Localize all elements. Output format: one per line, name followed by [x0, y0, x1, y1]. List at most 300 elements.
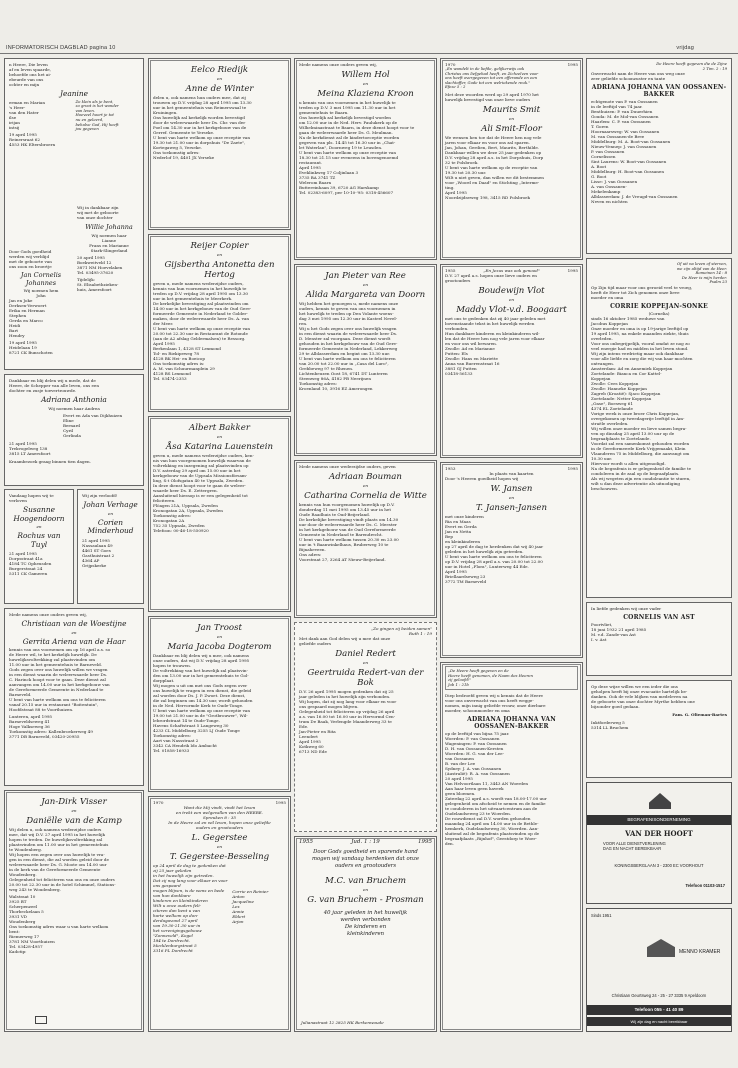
text-line: U bent van harte welkom op onze receptie van	[299, 150, 396, 155]
groom-name: Albert Bakker	[189, 423, 250, 433]
text-line: Kroenland 10, 3916 EZ Amerongen	[299, 386, 373, 391]
text-line: Wilhelminastraat te Baarn, in deze dienst hoopt voor te	[299, 125, 415, 130]
deceased-name: CORNELIS VAN AST	[623, 614, 695, 621]
text-line: Want die Mij vindt, vindt het leven	[183, 805, 256, 810]
text-line: mee, dat wij D.V. 27 april 1995 in het huwelijk	[9, 832, 105, 837]
text-line: de geboorte van onze dochter Myrthe hebben one	[591, 699, 695, 704]
text-line: kerkgebouw van de Uppsala Missionsförsam-	[153, 473, 248, 478]
text-line: van onze dochter	[77, 215, 113, 220]
engagement-susanne	[4, 489, 74, 604]
bride-name: Maria Jacoba Dogterom	[167, 642, 272, 652]
text-line: gen in een dienst, die zal worden geleid door de	[9, 857, 109, 862]
text-line: Stephen	[9, 313, 27, 318]
text-line: den.	[445, 841, 454, 847]
and: en	[362, 81, 369, 86]
text-line: 20.00 tot 22.30 uur in Restaurant de Rotonde	[153, 331, 248, 336]
text-line: Eveklinkweg 17 Coljinlaan 3	[299, 170, 359, 175]
body-text	[445, 135, 578, 200]
intro-text: Mede namens onze ouders geven wij,	[299, 62, 377, 67]
text-line: Kortegaweg 5, Yerseke.	[153, 145, 203, 150]
text-line: 3342 CA Hendrik Ido Ambacht	[153, 743, 217, 748]
text-line: U bent van harte welkom op onze receptie van	[153, 135, 250, 140]
groom-name: Reijer Copier	[190, 241, 249, 251]
text-line: Dankbaar en blij delen wij u mee, ook namens	[153, 653, 249, 658]
text-line: „Zo gingen zij beiden samen"	[370, 626, 432, 631]
memorial-van-ast	[586, 602, 732, 676]
company-name: MENNO KRAMER	[679, 949, 721, 955]
wife-name: Geertruida Redert-van der Bok	[307, 668, 424, 688]
text-line: van den Hater	[9, 109, 39, 115]
company-phone: Telefoon 055 - 41 40 89	[587, 1005, 731, 1015]
text-line: op de leeftijd van bijna 75 jaar.	[445, 731, 510, 737]
intro-text	[445, 273, 578, 283]
year-end: 1995	[567, 466, 578, 471]
text-line: Stark-Slingerland	[90, 247, 128, 253]
text-line: van 20.00 tot 22.00 uur in „Casa del Luro",	[299, 361, 389, 366]
text-line: hopen te treden. De huwelijksvoltrekking zal	[9, 837, 103, 842]
text-line: ting.	[445, 184, 455, 190]
text-line: De Heer is mijn herder.	[681, 274, 727, 280]
text-line: 03418-56133	[445, 371, 473, 376]
wedding-eelco	[148, 58, 291, 230]
text-line: De rouwdienst zal D.V. worden gehouden	[445, 816, 531, 822]
text-line: geleden in het huwelijk zijn getreden.	[445, 549, 524, 554]
text-line: maken, door de weleerwaarde heer Ds. A. van	[153, 316, 250, 321]
wedding-reijer	[148, 234, 291, 412]
text-line: Wij delen u, ook namens wederzijdse ouders	[9, 827, 102, 832]
text-line: dag 3 mei 1995 om 12.30 uur in Kasteel Nevel-	[299, 316, 398, 321]
intro-text: In liefde gedenken wij onze vader	[591, 606, 662, 611]
text-line: plaatsvinden om 11.00 uur in het gemeentehuis	[9, 842, 109, 847]
year-start: 1953	[445, 466, 456, 471]
text-line: voltrekking en inzegening zal plaatsvinden op	[153, 463, 249, 468]
text-line: in een dienst waarin de weleerwaarde heer Ds.	[299, 331, 398, 336]
text-line: van 19.30-21.30 uur in	[153, 923, 201, 928]
text-line: 3931 VD	[9, 914, 27, 919]
text-line: Wij hopen, dat zij nog lang voor elkaar en voor	[299, 699, 397, 704]
text-line: 19.30 tot 20.30 uur.	[445, 169, 487, 175]
bride-name: Catharina Cornelia de Witte	[304, 491, 427, 501]
parents-list	[9, 100, 73, 132]
funeral-home-ad-van-der-hooft	[586, 782, 732, 904]
text-line: n Heere, Die leven	[9, 62, 48, 67]
text-line: geven u, mede namens wederzijdse ouders, ken-	[153, 453, 254, 458]
text-line: Christus ons liefgehad heeft, en Zichzelven voor	[445, 70, 539, 76]
text-line: A. van Oossanen-	[591, 184, 627, 190]
bride-name: Anne de Winter	[185, 84, 254, 94]
text-line: bent:	[9, 929, 20, 934]
text-line: erman en Marian	[9, 99, 45, 105]
text-line: D.V. vrijdag 28 april a.s. in het Dorpshuis, Dorp	[445, 154, 544, 160]
text-line: Met deze woorden werd op 29 april 1970 het	[445, 91, 539, 97]
text-line: Wilt u niet geven, dan willen we dit bestemmen	[445, 174, 544, 180]
text-line: D.V. 26 april 1995 mogen gedenken dat zij 25	[299, 689, 394, 694]
text-line: huis, Amersfoort	[77, 286, 112, 292]
text-line: Zwolle: Hans en Mariette	[445, 356, 498, 361]
text-line: grootouders	[445, 278, 471, 283]
text-line: in een dienst waarin de weleerwaarde heer Ds.	[9, 672, 108, 678]
text-line: Jan en Netta	[445, 529, 472, 534]
text-line: Heere heeft genomen, de Naam des Heeren	[448, 672, 533, 678]
text-line: derdagavond 27 april	[153, 918, 198, 923]
text-line: vanaf 20.15 uur in restaurant "Boitentuin",	[9, 702, 99, 708]
year-start: 1955	[299, 839, 313, 845]
text-line: beschouwen.	[591, 485, 619, 491]
text-line: Gemeente in Nederland te Barendrecht.	[299, 532, 383, 537]
text-line: jou gegeven	[75, 126, 99, 132]
child-name: Jeanine	[60, 89, 88, 98]
intro-text	[445, 476, 578, 481]
text-line: Wij mogen u uit om met ons Gods zegen over	[153, 683, 248, 688]
year-end: 1995	[567, 62, 578, 67]
husband-name: Maurits Smit	[482, 104, 541, 115]
wife-name: Ali Smit-Floor	[481, 123, 542, 134]
address	[9, 894, 139, 954]
text-line: nomen, mijn innig geliefde vrouw, onze dierbare	[445, 703, 546, 709]
text-line: overleden.	[591, 335, 613, 341]
text-line: DAG EN NACHT BEREIKBAAR	[603, 846, 662, 851]
text-line: Spreuken 8 : 35	[202, 815, 237, 820]
building-logo-icon	[647, 939, 675, 957]
text-line: Frans en Marianne	[89, 242, 129, 248]
text-line: ling, S:t Olofsgatan 40 te Uppsala, Zweden.	[153, 478, 244, 483]
text-line: geen bloemen.	[445, 791, 476, 797]
text-line: Reinersraat 62	[9, 136, 40, 142]
text-line: Zwolle: Hanneke Koppejan	[591, 385, 647, 391]
text-line: Hoofdstraat 88 te Voorthuizen.	[9, 707, 74, 713]
body-text	[591, 622, 727, 642]
body-text	[299, 301, 432, 391]
nickname	[77, 233, 141, 243]
text-line: 4184 TC Opheusden	[9, 561, 52, 567]
text-line: D.V. zaterdag 29 april om 15.00 uur in het	[153, 468, 241, 473]
text-line: wij met de geboorte	[77, 210, 119, 215]
text-line: April 1995	[153, 341, 175, 346]
text-line: Gouda: M. de Mol-van Oossanen	[591, 114, 659, 120]
text-line: Onverwacht nam de Heere van ons weg onze	[591, 71, 685, 77]
text-line: onze ouders, dat wij D.V. vrijdag 28 april 1995	[153, 658, 250, 663]
text-line: Voor ons onbegrijpelijk, vooral omdat ze nog zo	[591, 340, 690, 346]
text-line: met ons te gedenken dat zij 40 jaar geleden met	[445, 316, 546, 321]
and: en	[362, 887, 369, 893]
text-line: Tel. 01858-16933	[153, 748, 190, 753]
text-line: Berkenlaan 1, 4128 ST Lexmond	[153, 346, 221, 351]
text-line: „Oase", Boesweg 61	[591, 400, 633, 406]
text-line: jaren voor elkaar en voor ons zal sparen.	[445, 139, 530, 145]
text-line: ons zoon en broertje	[9, 264, 52, 269]
text-line: Jan, Johan, Gerdien, Bert, Maurits, Berthilde.	[445, 144, 540, 150]
text-line: wilt u dan deze advertentie als uitnodiging	[591, 480, 681, 486]
temp-address	[77, 277, 141, 292]
text-line: en kleinkinderen	[445, 539, 481, 544]
text-line: 18 juni 1932 21 april 1985	[591, 627, 647, 632]
text-line: 8721 CK Bunschoten	[9, 350, 53, 355]
text-line: 14.00 uur in het kerkgebouw van de Oud Gere-	[153, 306, 252, 311]
intro-text	[77, 205, 141, 220]
text-line: Hoeveel hoort je tot	[75, 112, 114, 118]
thank-you-olieman	[586, 680, 732, 778]
text-line: len dat de Heere hen nog vele jaren voor elkaar	[445, 336, 545, 341]
text-line: Diep bedroefd geven wij u kennis dat de Heere	[445, 693, 543, 699]
intro-text: Mede namens onze wederzijdse ouders, geven	[299, 464, 396, 469]
text-line: het verenigingsgebouw	[153, 928, 202, 933]
text-line: Hun dankbare kinderen en kleinkinderen wil-	[445, 331, 540, 336]
text-line: Anton	[232, 894, 245, 899]
text-line: in de leeftijd van 74 jaar.	[591, 104, 643, 110]
body-text	[299, 100, 432, 195]
text-line: „De Heere heeft gegeven en de	[448, 668, 509, 673]
text-line: feliciteren.	[153, 498, 176, 503]
text-line: U bent van harte welkom om ons te feliciteren	[9, 697, 106, 703]
text-line: we zijn altijd van de Heer.	[676, 265, 727, 271]
text-line: Efeze 5 : 2	[445, 84, 466, 90]
text-line: Bep	[445, 534, 454, 539]
wife-name: Maddy Vlot-v.d. Boogaart	[456, 305, 567, 315]
text-line: Putten: Els	[445, 351, 468, 356]
deceased-name: ADRIANA JOHANNA VAN OOSSANEN-BAKKER	[591, 84, 727, 99]
body-text	[9, 647, 139, 712]
text-line: intsij	[9, 124, 20, 130]
text-line: zo groot is het wonder	[75, 103, 119, 109]
text-line: Lex	[232, 904, 240, 909]
text-line: en trekt een welgevallen van den HEERE.	[175, 810, 264, 815]
text-line: dochter en zusje toevertrouwde.	[9, 388, 77, 393]
text-line: Nassaulaan 49	[82, 542, 113, 548]
text-line: slachtoffer, Gode tot een welriekende reuk."	[445, 79, 531, 85]
body-text	[153, 653, 286, 753]
text-line: U bent van harte welkom op de receptie van	[445, 164, 538, 170]
intro-text	[299, 636, 432, 646]
text-line: Jacqueline	[232, 899, 254, 904]
address	[77, 255, 141, 275]
nickname	[9, 288, 73, 298]
text-line: Barneveld.	[9, 692, 32, 698]
family-list	[9, 413, 139, 438]
text-line: ouders en grootouders	[334, 863, 397, 870]
text-line: Bart	[9, 328, 19, 333]
text-line: Ons huwelijk zal kerkelijk bevestigd worden	[299, 115, 391, 120]
body-text	[591, 684, 727, 709]
text-line: donderdag 11 mei 1995 om 13.45 uur in het	[299, 507, 392, 512]
text-line: Dankbaar willen we deze 25 jaar gedenken op	[445, 149, 542, 155]
text-line: Wij in dankbaar zijn	[77, 205, 119, 210]
text-line: op 27 april de dag te herdenken dat wij 40 jaar	[445, 544, 544, 549]
text-line: hopen te trouwen.	[153, 663, 192, 668]
text-line: Riemerweg 17	[9, 934, 40, 939]
and: en	[71, 629, 77, 635]
wife-name: T. Gegerstee-Besseling	[169, 852, 270, 862]
text-line: Tel. 03428-4957	[9, 944, 43, 949]
text-line: 4233 CL Middelburg 3255 LJ Oude Tonge	[153, 728, 240, 733]
intro-text	[9, 249, 73, 269]
text-line: Derksen-Verwoert	[9, 303, 47, 308]
text-line: "Zonneveld", Kogel	[153, 933, 193, 938]
text-line: Jacobus Koppejan	[591, 320, 628, 326]
text-line: zal worden door Ds. J. P. Zwoet. Deze dienst,	[153, 693, 246, 698]
text-line: geven u, mede namens wederzijdse ouders,	[153, 281, 244, 286]
text-line: Neven en nichten	[591, 199, 628, 205]
text-line: M. van Oossanen-de Bree	[591, 134, 645, 140]
text-line: uur in Hotel „Flora", Lunterweg 44 Ede.	[445, 564, 529, 569]
bride-name: Daniëlle van de Kamp	[26, 816, 122, 826]
text-line: Amsterdam: Ad en Annemiek Koppejan	[591, 365, 673, 371]
text-line: Wij hopen een zegen over ons huwelijk te vra-	[9, 852, 105, 857]
text-line: April 1995	[445, 569, 467, 574]
text-line: 4553 HK Eltersbroern	[9, 141, 56, 147]
text-line: huwelijk bevestigd van onze lieve ouders	[445, 96, 531, 102]
text-line: Arjan	[232, 919, 244, 924]
text-line: straële overleden.	[591, 420, 629, 426]
company-address: KONINGSBERGLAAN 3 - 2300 EC VOORHOUT	[614, 863, 704, 868]
text-line: Heidi	[9, 323, 21, 328]
anniversary-gegerstee	[148, 796, 291, 1032]
text-line: Wij noemen haar	[91, 232, 127, 238]
text-line: 4128 BS Lexmond	[153, 371, 191, 376]
wife-name: G. van Bruchem - Prosman	[307, 895, 424, 906]
text-line: Woudenberg	[9, 919, 36, 924]
text-line: Aan haar leven geen haveek	[445, 786, 504, 792]
text-line: ren.	[299, 321, 308, 326]
text-line: 20 april 1995	[445, 776, 473, 782]
text-line: Zo klein als je bent,	[75, 98, 114, 104]
text-line: condoleren in de zaal op de begraafplaats.	[591, 470, 680, 476]
text-line: Tel. 03474-2353	[153, 376, 187, 381]
text-line: 4128 BK Hei- en Boeicop	[153, 356, 206, 361]
text-line: op 24 april de dag te gedenken dat zij 25 jaar geleden	[153, 863, 226, 873]
text-line: VOOR ALLE DIENSTVERLENING	[603, 841, 666, 846]
text-line: voor „Woord en Daad" en Stichting „Interme-	[445, 179, 540, 185]
text-line: Kronogatan 2A, Uppsala, Zweden	[153, 508, 223, 513]
text-line: I. v. Ast	[591, 637, 607, 642]
text-line: gegeven van pls. 14.45 tot 16.30 uur in „Chat-	[299, 140, 396, 145]
text-line: Wilt u onze ouders feli-	[153, 903, 202, 908]
text-line: Na de kerkdienst zal de kindertoeceptie worden	[299, 135, 400, 140]
text-line: John	[36, 293, 46, 298]
text-line: Bernard	[63, 422, 81, 428]
text-line: Woerden: H. G. van der Lee-	[445, 751, 504, 757]
text-line: Burgerstraat 24	[9, 566, 43, 572]
text-line: Buttereinhaan 39, 6720 AG Harskamp	[299, 185, 379, 190]
body-text	[9, 827, 139, 892]
text-line: gelegenheid om afscheid te nemen en de familie	[445, 801, 546, 807]
text-line: treden op D.V. vrijdag 28 april 1995 om 13.30	[153, 291, 249, 296]
family-list	[591, 99, 727, 204]
text-line: De Heere heeft gegeven die de Zijne	[656, 61, 727, 66]
text-line: Oudelandseweg 23 te Woerden.	[445, 811, 512, 817]
text-line: Toekomstig adres: Kallenbroekerweg 49	[9, 729, 93, 735]
child-name: Willie Johanna	[85, 223, 133, 231]
text-line: van Oossanen	[445, 756, 474, 762]
text-line: Kruiningen.	[153, 110, 178, 115]
groom-name: Jan-Dirk Visser	[41, 797, 107, 807]
text-line: 3925 BT	[9, 899, 27, 904]
text-line: 4364 AP	[82, 557, 100, 563]
wedding-albert	[148, 416, 291, 612]
text-line: D. Menster zal voorgaan. Deze dienst wordt	[299, 336, 391, 341]
text-line: delen u, ook namens hun ouders mee, dat zij	[153, 95, 246, 100]
husband-name: M.C. van Bruchem	[324, 876, 407, 887]
groom-name: Adriaan Bouman	[329, 472, 402, 482]
text-line: 19 april 1995	[9, 131, 37, 137]
text-line: verbonden.	[445, 326, 469, 331]
text-line: Hoge Valkseweg 36	[9, 724, 50, 730]
text-line: Kotkweg 60	[299, 744, 324, 749]
text-line: Voorstraat 27, 3264 AT Nieuw-Beijerland.	[299, 557, 386, 562]
address	[9, 714, 139, 739]
wedding-jan-pieter	[294, 264, 437, 456]
text-line: de Heere wil, te het kerkelijk huwelijk. De	[9, 652, 97, 658]
text-line: Toekomstig adres:	[153, 733, 192, 738]
text-line: Zoetelande: Bianca en Cor Kattel-	[591, 370, 662, 376]
text-line: zij geloofd!"	[448, 677, 472, 683]
children-list	[232, 863, 286, 953]
text-line: 32 te Polsbroek.	[445, 159, 479, 165]
address	[9, 340, 73, 355]
text-line: Inktforderweg 5	[591, 720, 625, 725]
text-line: harte welkom op don-	[153, 913, 199, 918]
text-line: U bent van harte welkom op onze receptie van	[153, 326, 250, 331]
text-line: St. Elisabethzieken-	[77, 281, 119, 287]
text-line: weleerwaarde heer Ds. G. Moote om 14.00 uur	[9, 862, 107, 867]
text-line: A. Boot	[591, 164, 607, 170]
text-line: Oude Raadhuis te Oud-Beijerland.	[299, 512, 371, 517]
text-line: (Australië): R. A. van Oossanen	[445, 771, 510, 777]
text-line: Leendert	[299, 734, 318, 739]
obituary-koppejan	[586, 258, 732, 598]
text-line: geholpen heeft bij onze evacuatie hartelijk be-	[591, 689, 688, 694]
text-line: 11.00 uur in het gemeentehuis te Barneveld.	[9, 662, 103, 668]
text-line: van leven.	[75, 107, 96, 113]
text-line: gemeentehuis te Baarn.	[299, 110, 349, 115]
text-line: lebrordstraat 14 te Oude-Tonge.	[153, 718, 220, 723]
text-line: voor alle liefde en zorg die wij van haar mochten	[591, 355, 693, 361]
scripture-quote	[299, 626, 432, 636]
text-line: April 1995	[299, 165, 321, 170]
and: en	[508, 495, 515, 500]
text-line: Wij u het Gods zegen over ons huwelijk vragen	[299, 326, 397, 331]
text-line: Steenweg 86A, 4182 PB Neerijnen	[299, 376, 371, 381]
text-line: a.s. van 16.00 tot 16.00 uur in Hervormd Cen-	[299, 714, 396, 719]
text-line: begraafplaats „Rijnhof", Geestdorp te Woer-	[445, 836, 537, 842]
and: en	[508, 297, 515, 302]
text-line: ven op dinsdag 25 april 13.00 uur op de	[591, 430, 675, 436]
text-line: Jan en Joke	[9, 298, 33, 303]
text-line: Nederlof 19, 4401 JX Yerseke	[153, 155, 215, 160]
text-line: heeft de Heer tot Zich genomen onze lieve	[591, 289, 680, 295]
text-line: Zagreb (Kroatië): Sjaco Koppejan	[591, 390, 661, 396]
text-line: B. van der Lee	[445, 761, 476, 767]
year-end: 1995	[418, 839, 432, 845]
text-line: Havens Schaftstraat 5 Langeweg 30	[153, 723, 229, 728]
text-line: kennis van hun voornemen in het huwelijk te	[153, 286, 247, 291]
text-line: Ons toekomstig adres waar u van harte welkom	[9, 924, 109, 929]
wedding-jan-troost	[148, 616, 291, 792]
text-line: Of uit na leven of sterven,	[676, 261, 727, 266]
text-line: Ons adres:	[299, 552, 322, 557]
text-line: De kinderen en	[344, 924, 387, 931]
text-line: in het huwelijk zijn getreden.	[153, 873, 214, 878]
text-line: ochter en mijn	[9, 82, 40, 87]
text-line: Telefoon: 00-46-18-550920	[153, 528, 209, 533]
text-line: De kerkelijke bevestiging zal plaatsvinden om	[153, 301, 249, 306]
text-line: Zoetelande: Netter Koppejan	[591, 395, 652, 401]
body-text	[591, 316, 727, 491]
text-line: den om 13.00 uur in het gemeentehuis te Gol-	[153, 673, 249, 678]
text-line: 10.30 uur.	[591, 455, 613, 461]
address: Julianastraat 12 2825 HK Berkenwoude	[301, 1020, 384, 1025]
text-line: Wageningen: P. van Oossanen	[445, 741, 507, 747]
scripture-ref: Jud. 1 : 19	[351, 839, 380, 845]
